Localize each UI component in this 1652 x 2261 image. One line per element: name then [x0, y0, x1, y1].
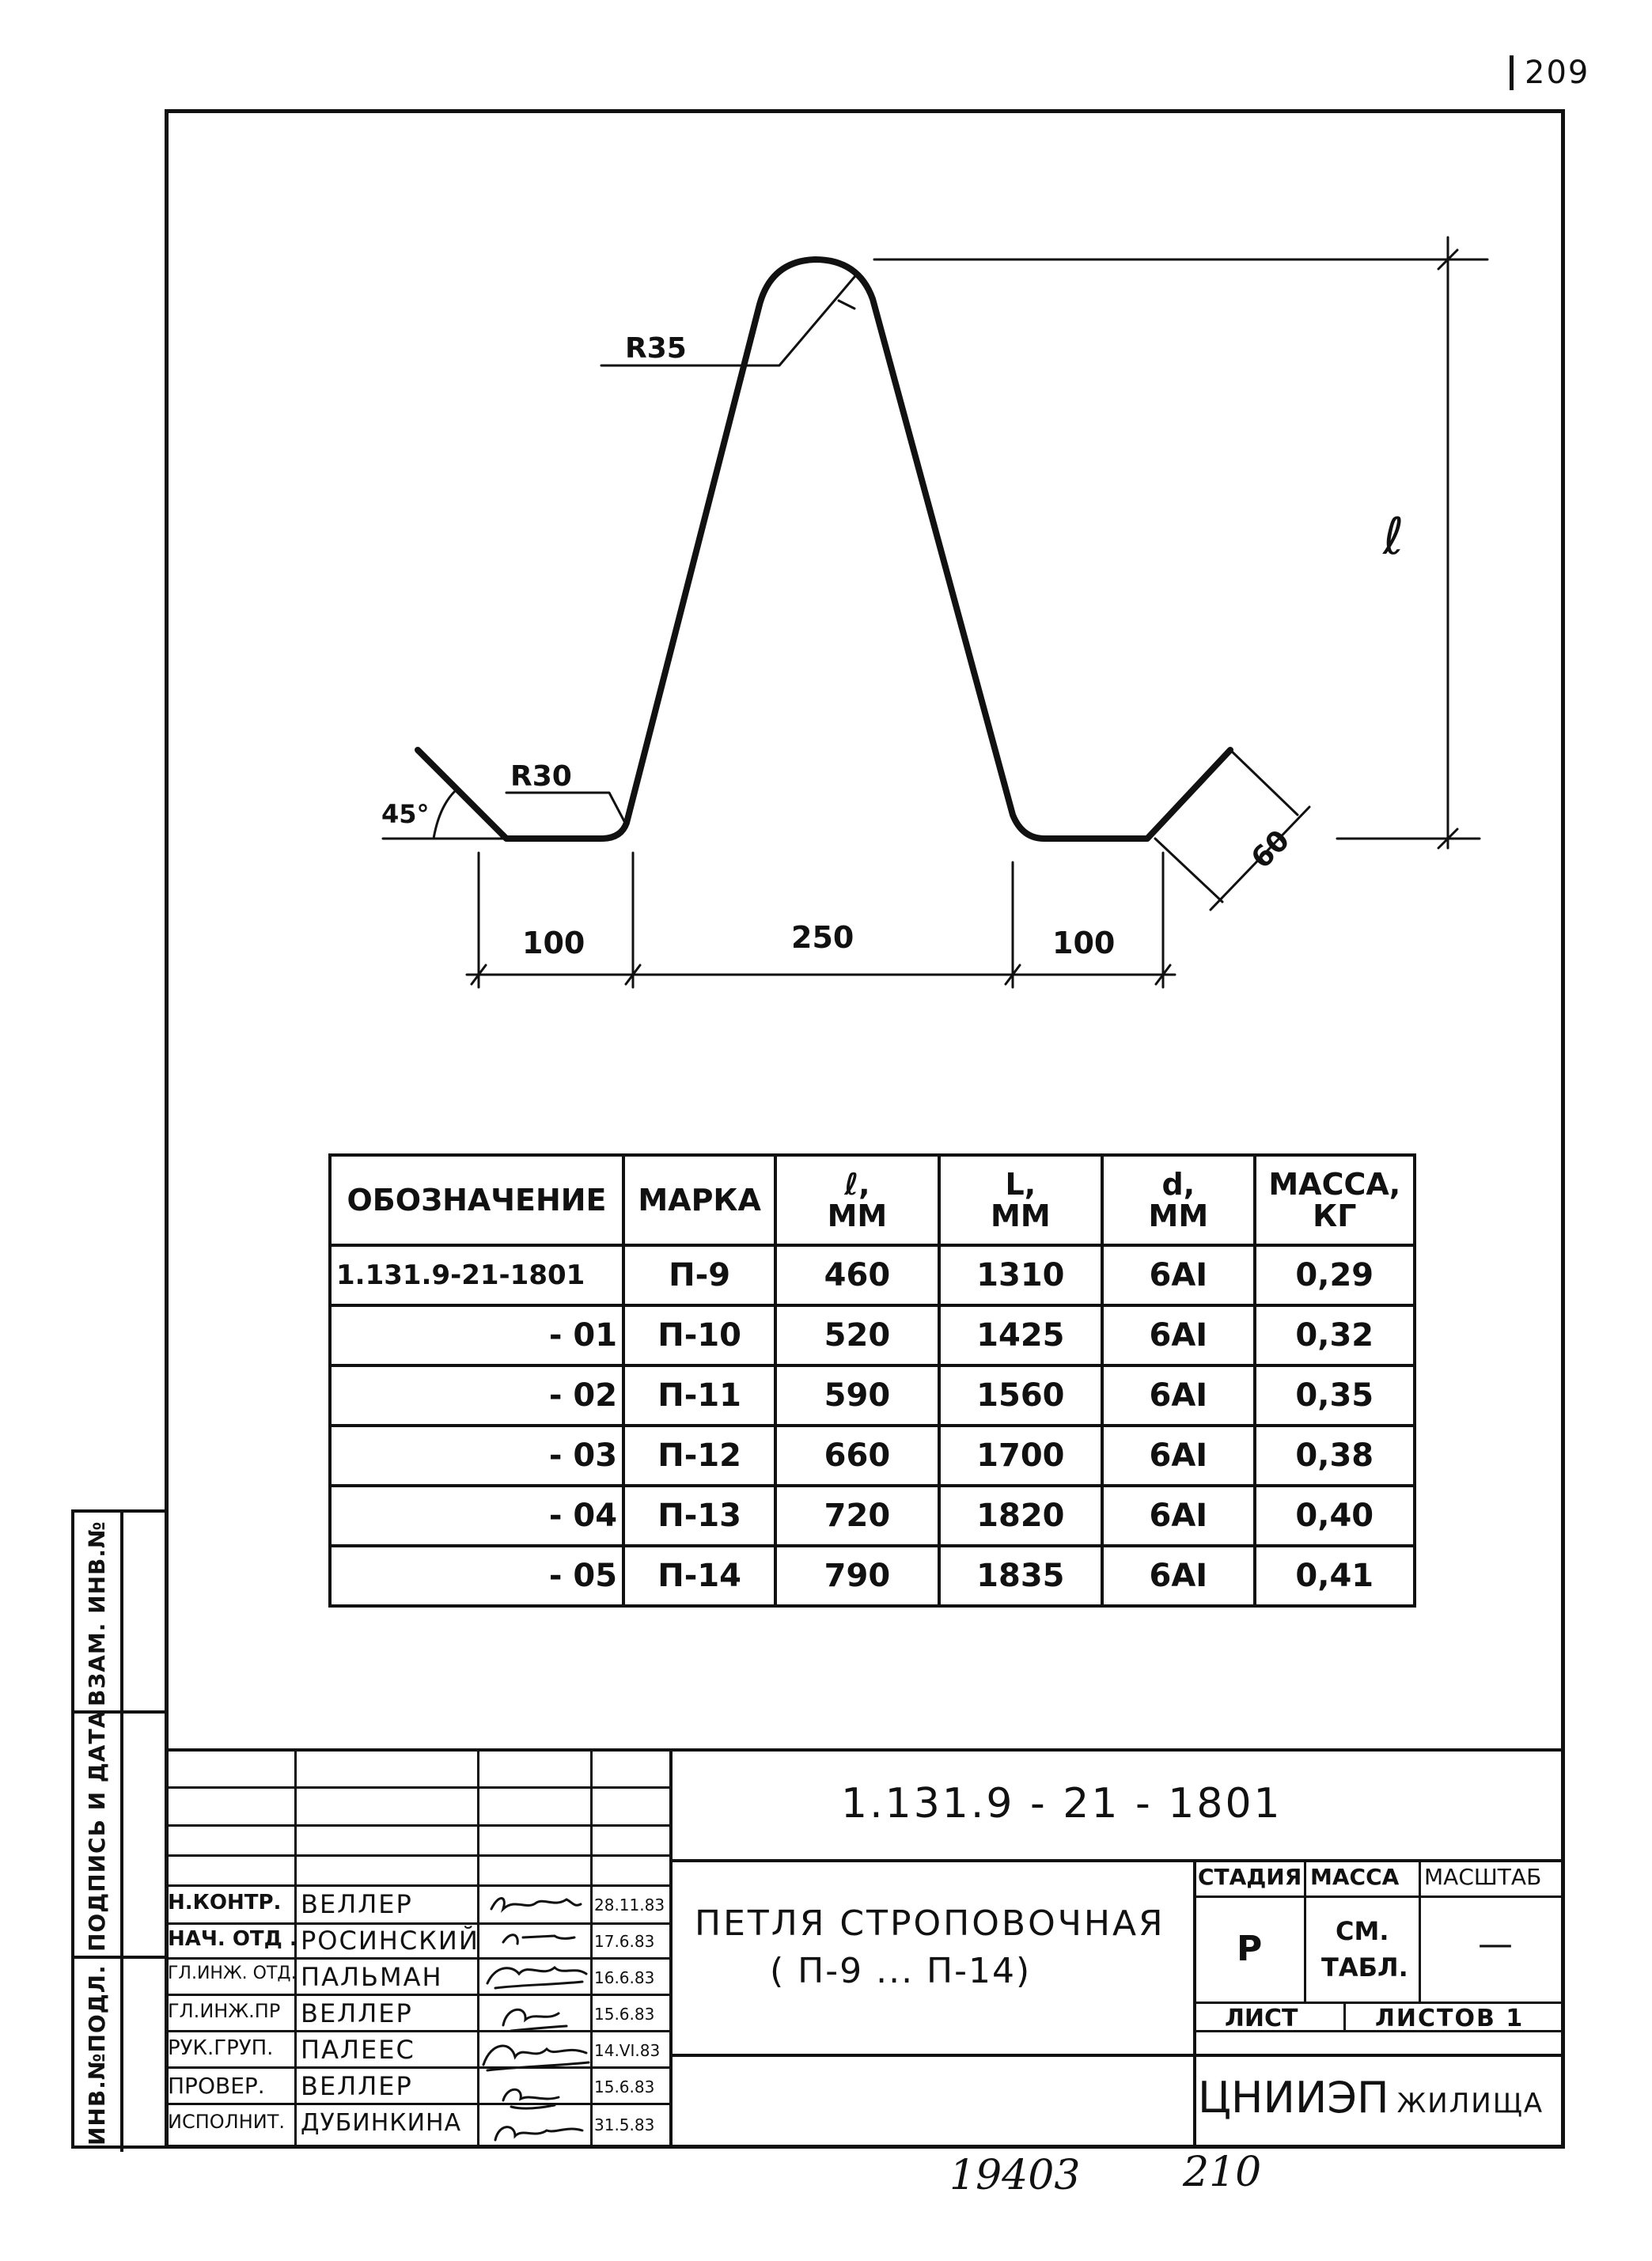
mass-value-2: ТАБЛ. — [1321, 1952, 1408, 1983]
table-row — [330, 1426, 1415, 1486]
stage-label: СТАДИЯ — [1198, 1864, 1302, 1890]
scale-value: — — [1478, 1924, 1513, 1964]
height-label: ℓ — [1383, 508, 1404, 566]
person-name: ВЕЛЛЕР — [301, 2071, 413, 2101]
page-number: 210 — [1183, 2149, 1262, 2196]
dim-middle: 250 — [791, 920, 854, 955]
cell-code: - 02 — [330, 1365, 623, 1426]
table-row — [330, 1486, 1415, 1546]
cell-d: 6АI — [1102, 1365, 1254, 1426]
header-l: ℓ, ММ — [775, 1155, 938, 1245]
person-name: РОСИНСКИЙ — [301, 1926, 479, 1956]
cell-L: 1425 — [939, 1305, 1102, 1365]
radius-top-label: R35 — [625, 332, 687, 365]
cell-L: 1835 — [939, 1546, 1102, 1606]
person-name: ПАЛЕЕС — [301, 2035, 415, 2065]
cell-mass: 0,29 — [1255, 1245, 1415, 1305]
role-label: ПРОВЕР. — [168, 2073, 265, 2099]
loop-drawing — [0, 0, 1652, 1028]
signatures — [479, 1887, 590, 2148]
cell-l: 590 — [775, 1365, 938, 1426]
sign-date: 17.6.83 — [594, 1932, 655, 1951]
sheet-label: ЛИСТ — [1225, 2005, 1298, 2032]
drawing-title: ПЕТЛЯ СТРОПОВОЧНАЯ — [695, 1903, 1165, 1944]
header-d: d, ММ — [1102, 1155, 1254, 1245]
sign-date: 16.6.83 — [594, 1968, 655, 1987]
cell-mass: 0,40 — [1255, 1486, 1415, 1546]
cell-mark: П-14 — [623, 1546, 775, 1606]
cell-code: - 05 — [330, 1546, 623, 1606]
cell-mark: П-13 — [623, 1486, 775, 1546]
sign-date: 14.VI.83 — [594, 2041, 661, 2060]
loop-profile — [418, 259, 1230, 839]
cell-mass: 0,41 — [1255, 1546, 1415, 1606]
cell-l: 520 — [775, 1305, 938, 1365]
cell-mass: 0,35 — [1255, 1365, 1415, 1426]
drawing-subtitle: ( П-9 ... П-14) — [770, 1951, 1032, 1991]
role-label: ГЛ.ИНЖ.ПР — [168, 2000, 281, 2022]
inventory-number: 19403 — [949, 2152, 1081, 2199]
cell-l: 790 — [775, 1546, 938, 1606]
doc-code: 1.131.9 - 21 - 1801 — [841, 1780, 1283, 1827]
cell-d: 6АI — [1102, 1486, 1254, 1546]
table-row — [330, 1245, 1415, 1305]
cell-code: - 03 — [330, 1426, 623, 1486]
cell-l: 720 — [775, 1486, 938, 1546]
cell-code: 1.131.9-21-1801 — [330, 1245, 623, 1305]
sign-date: 15.6.83 — [594, 2077, 655, 2096]
header-L: L, ММ — [939, 1155, 1102, 1245]
cell-L: 1700 — [939, 1426, 1102, 1486]
cell-d: 6АI — [1102, 1546, 1254, 1606]
person-name: ВЕЛЛЕР — [301, 1998, 413, 2028]
side-label-orig-inv: ИНВ.№ПОДЛ. — [84, 1964, 110, 2145]
cell-code: - 04 — [330, 1486, 623, 1546]
cell-l: 660 — [775, 1426, 938, 1486]
cell-mass: 0,38 — [1255, 1426, 1415, 1486]
role-label: НАЧ. ОТД . — [168, 1927, 297, 1951]
dim-left: 100 — [522, 926, 585, 960]
person-name: ВЕЛЛЕР — [301, 1889, 413, 1919]
table-header-row — [330, 1155, 1415, 1245]
dim-hook: 60 — [1245, 824, 1297, 876]
radius-bottom-label: R30 — [510, 760, 572, 793]
cell-code: - 01 — [330, 1305, 623, 1365]
cell-mark: П-11 — [623, 1365, 775, 1426]
cell-mark: П-9 — [623, 1245, 775, 1305]
angle-label: 45° — [381, 799, 430, 829]
header-mass: МАССА, КГ — [1255, 1155, 1415, 1245]
person-name: ДУБИНКИНА — [301, 2109, 462, 2137]
mass-label: МАССА — [1310, 1864, 1400, 1890]
cell-d: 6АI — [1102, 1305, 1254, 1365]
role-label: ГЛ.ИНЖ. ОТД. — [168, 1964, 297, 1983]
sheets-label: ЛИСТОВ 1 — [1375, 2005, 1525, 2032]
sheet-number: 209 — [1510, 55, 1589, 90]
side-label-replace-inv: ВЗАМ. ИНВ.№ — [84, 1521, 110, 1706]
side-label-sign-date: ПОДПИСЬ И ДАТА — [84, 1710, 110, 1952]
cell-L: 1820 — [939, 1486, 1102, 1546]
scale-label: МАСШТАБ — [1424, 1864, 1542, 1890]
cell-d: 6АI — [1102, 1245, 1254, 1305]
role-label: РУК.ГРУП. — [168, 2036, 274, 2060]
cell-d: 6АI — [1102, 1426, 1254, 1486]
mass-value-1: СМ. — [1336, 1916, 1389, 1946]
cell-L: 1560 — [939, 1365, 1102, 1426]
sign-date: 31.5.83 — [594, 2115, 655, 2134]
cell-L: 1310 — [939, 1245, 1102, 1305]
spec-table — [328, 1153, 1416, 1608]
header-mark: МАРКА — [623, 1155, 775, 1245]
cell-l: 460 — [775, 1245, 938, 1305]
role-label: Н.КОНТР. — [168, 1891, 282, 1914]
side-strip — [71, 1509, 165, 2149]
cell-mark: П-10 — [623, 1305, 775, 1365]
cell-mark: П-12 — [623, 1426, 775, 1486]
table-row — [330, 1305, 1415, 1365]
stage-value: Р — [1237, 1929, 1263, 1969]
sign-date: 28.11.83 — [594, 1896, 665, 1914]
header-designation: ОБОЗНАЧЕНИЕ — [330, 1155, 623, 1245]
table-row — [330, 1365, 1415, 1426]
sign-date: 15.6.83 — [594, 2005, 655, 2024]
dim-right: 100 — [1052, 926, 1116, 960]
org-name: ЦНИИЭП ЖИЛИЩА — [1198, 2073, 1544, 2123]
person-name: ПАЛЬМАН — [301, 1962, 443, 1992]
role-label: ИСПОЛНИТ. — [168, 2111, 285, 2133]
title-block — [165, 1748, 1565, 2149]
table-row — [330, 1546, 1415, 1606]
cell-mass: 0,32 — [1255, 1305, 1415, 1365]
